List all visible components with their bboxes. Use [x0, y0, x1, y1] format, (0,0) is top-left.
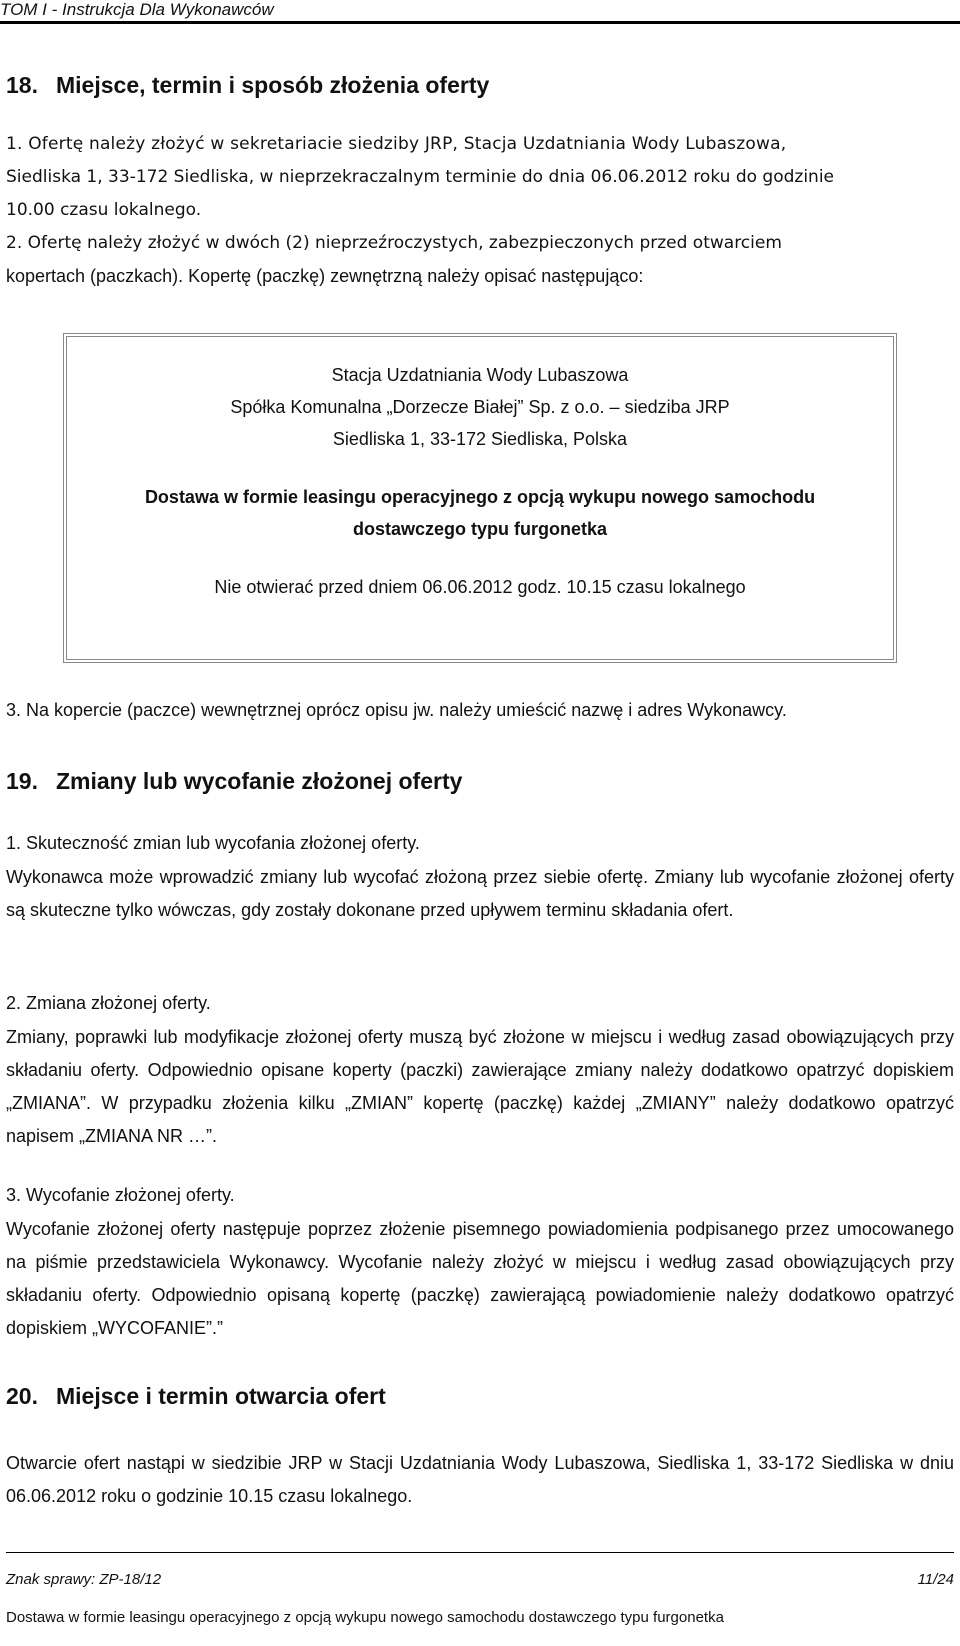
section-19-sub1-text: Wykonawca może wprowadzić zmiany lub wycofać złożoną przez siebie ofertę. Zmiany lub wycofanie złożonej oferty są skuteczne tylko wówczas, gdy zostały dokonane przed upływem terminu składania ofert.: [6, 867, 954, 920]
section-19-heading: [6, 768, 462, 795]
envelope-line-5: dostawczego typu furgonetka: [352, 519, 608, 539]
header-title: TOM I - Instrukcja Dla Wykonawców: [0, 0, 274, 19]
section-19-sub1-title: 1. Skuteczność zmian lub wycofania złożonej oferty.: [6, 833, 420, 853]
section-18-p1-line3: 10.00 czasu lokalnego.: [6, 200, 202, 220]
section-19-sub2-title: 2. Zmiana złożonej oferty.: [6, 993, 211, 1013]
section-18-p2-line2: kopertach (paczkach). Kopertę (paczkę) zewnętrzną należy opisać następująco:: [6, 266, 644, 286]
envelope-line-3: Siedliska 1, 33-172 Siedliska, Polska: [332, 429, 628, 449]
section-18-number: 18.: [6, 72, 38, 98]
section-19-sub3-title: 3. Wycofanie złożonej oferty.: [6, 1185, 235, 1205]
envelope-label-box: [63, 333, 897, 663]
section-18-p1-line2: Siedliska 1, 33-172 Siedliska, w nieprzekraczalnym terminie do dnia 06.06.2012 roku do godzinie: [6, 167, 835, 187]
footer-subject: Dostawa w formie leasingu operacyjnego z opcją wykupu nowego samochodu dostawczego typu furgonetka: [6, 1609, 724, 1626]
footer-page-number: 11/24: [917, 1571, 954, 1588]
section-18-title: Miejsce, termin i sposób złożenia oferty: [56, 72, 490, 98]
section-18-p2-line1: 2. Ofertę należy złożyć w dwóch (2) nieprzeźroczystych, zabezpieczonych przed otwarciem: [6, 233, 782, 253]
section-19-number: 19.: [6, 768, 38, 794]
envelope-line-2: Spółka Komunalna „Dorzecze Białej” Sp. z o.o. – siedziba JRP: [230, 397, 730, 417]
envelope-line-1: Stacja Uzdatniania Wody Lubaszowa: [331, 365, 629, 385]
section-19-title: Zmiany lub wycofanie złożonej oferty: [56, 768, 463, 794]
section-18-p3: 3. Na kopercie (paczce) wewnętrznej oprócz opisu jw. należy umieścić nazwę i adres Wykonawcy.: [6, 700, 787, 720]
section-19-sub2-text: Zmiany, poprawki lub modyfikacje złożonej oferty muszą być złożone w miejscu i według zasad obowiązujących przy składaniu oferty. Odpowiednio opisane koperty (paczki) zawierające zmiany należy dodatkowo opatrzyć dopiskiem „ZMIANA”. W przypadku złożenia kilku „ZMIAN” kopertę (paczkę) każdej „ZMIANY” należy dodatkowo opatrzyć napisem „ZMIANA NR …”.: [6, 1027, 954, 1146]
section-20-number: 20.: [6, 1383, 38, 1409]
page-header: [0, 0, 960, 24]
section-18-p1-line1: 1. Ofertę należy złożyć w sekretariacie siedziby JRP, Stacja Uzdatniania Wody Lubaszowa,: [6, 134, 787, 154]
section-18-heading: [6, 72, 489, 99]
section-20-heading: [6, 1383, 386, 1410]
footer-case-number: Znak sprawy: ZP-18/12: [6, 1571, 162, 1588]
envelope-line-6: Nie otwierać przed dniem 06.06.2012 godz. 10.15 czasu lokalnego: [214, 577, 746, 597]
section-20-text: Otwarcie ofert nastąpi w siedzibie JRP w Stacji Uzdatniania Wody Lubaszowa, Siedliska 1, 33-172 Siedliska w dniu 06.06.2012 roku o godzinie 10.15 czasu lokalnego.: [6, 1453, 954, 1506]
footer-divider: [6, 1552, 954, 1553]
section-20-title: Miejsce i termin otwarcia ofert: [56, 1383, 386, 1409]
section-19-sub3-text: Wycofanie złożonej oferty następuje poprzez złożenie pisemnego powiadomienia podpisanego przez umocowanego na piśmie przedstawiciela Wykonawcy. Wycofanie należy złożyć w miejscu i według zasad obowiązujących przy składaniu oferty. Odpowiednio opisaną kopertę (paczkę) zawierającą powiadomienie należy dodatkowo opatrzyć dopiskiem „WYCOFANIE”.”: [6, 1219, 954, 1338]
envelope-line-4: Dostawa w formie leasingu operacyjnego z opcją wykupu nowego samochodu: [144, 487, 816, 507]
